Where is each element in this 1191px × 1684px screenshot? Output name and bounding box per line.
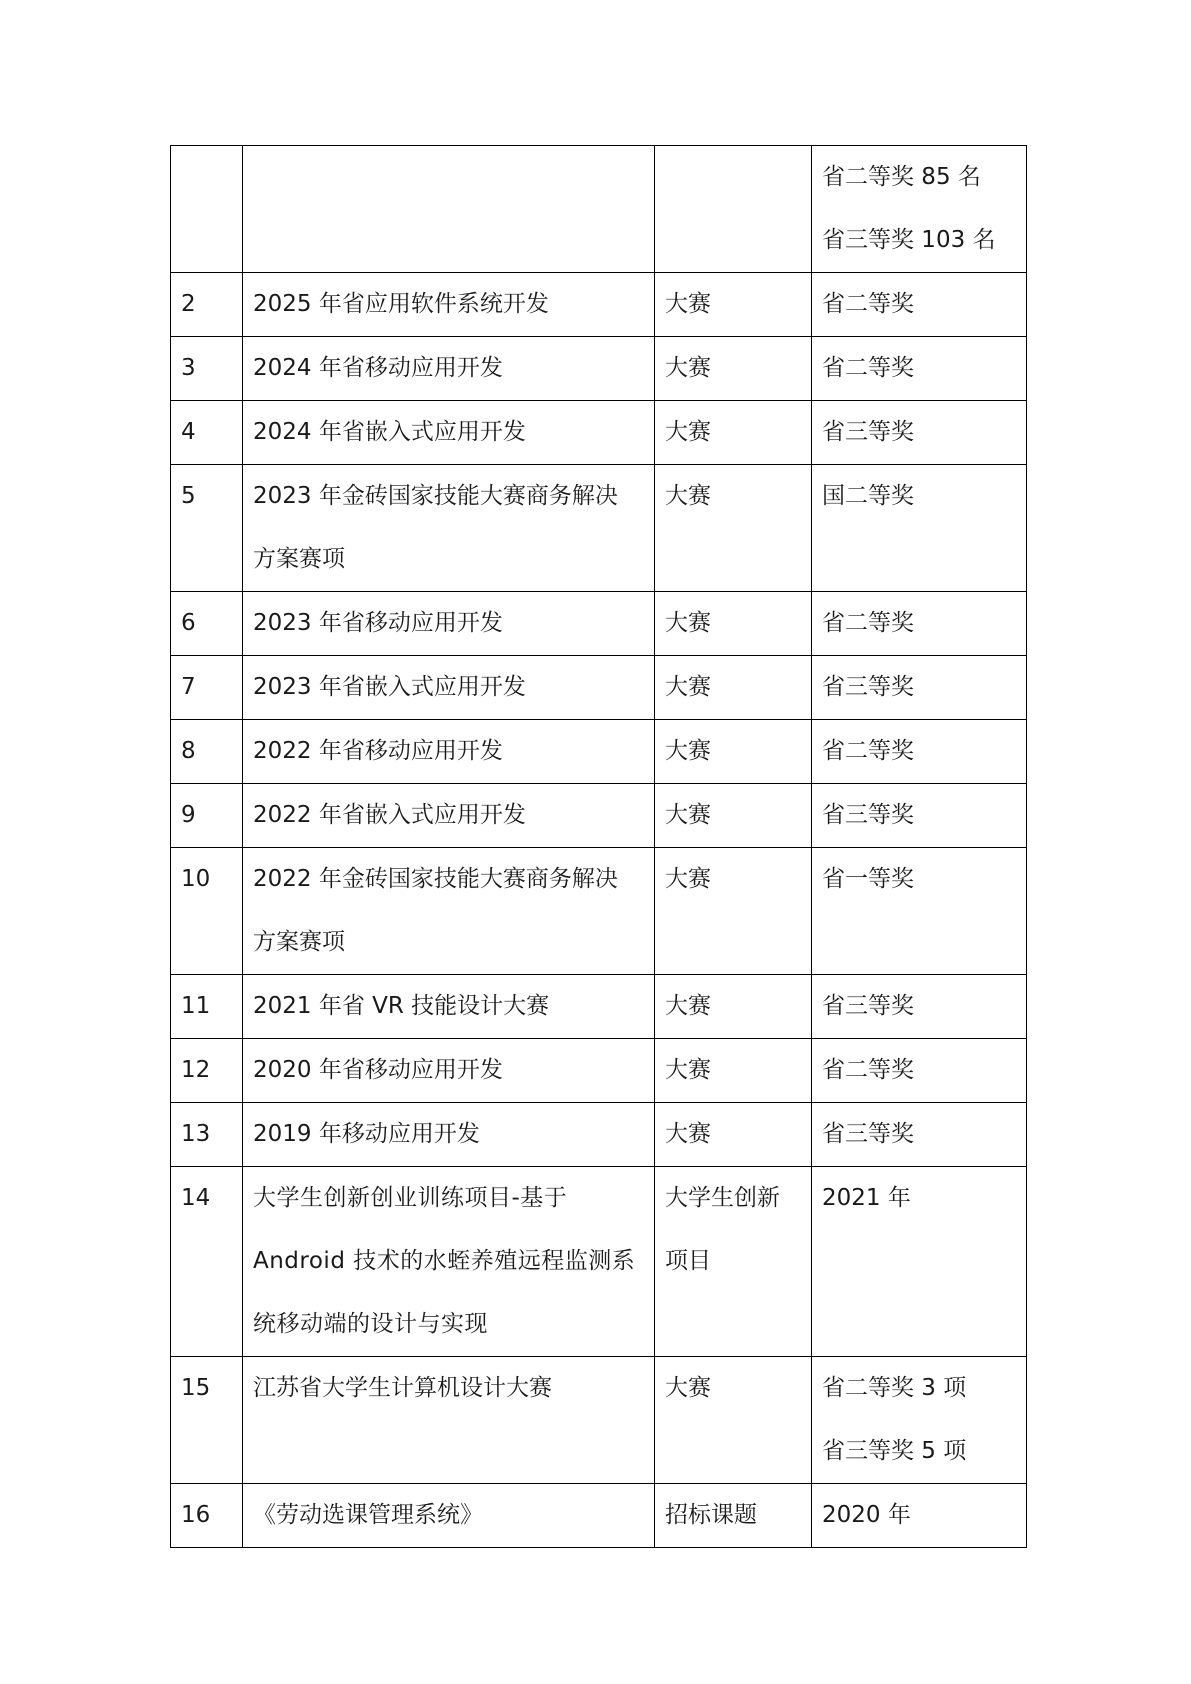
cell-award <box>812 1039 1027 1103</box>
type-line: 大赛 <box>665 993 711 1019</box>
name-line: 2021 年省 VR 技能设计大赛 <box>253 993 550 1019</box>
award-line: 2021 年 <box>822 1185 911 1211</box>
award-line: 省三等奖 5 项 <box>822 1438 967 1464</box>
type-line: 招标课题 <box>665 1502 757 1528</box>
name-line: 2023 年金砖国家技能大赛商务解决 <box>253 483 618 509</box>
cell-no: 11 <box>171 975 243 1039</box>
award-line: 省三等奖 <box>822 1121 914 1147</box>
name-line: 江苏省大学生计算机设计大赛 <box>253 1375 552 1401</box>
award-line: 省三等奖 <box>822 802 914 828</box>
cell-name <box>243 656 655 720</box>
table-row <box>171 848 1027 975</box>
table-row <box>171 401 1027 465</box>
cell-name <box>243 1167 655 1357</box>
award-line: 省二等奖 <box>822 610 914 636</box>
cell-award <box>812 1484 1027 1548</box>
cell-award <box>812 146 1027 273</box>
cell-no: 9 <box>171 784 243 848</box>
cell-name <box>243 848 655 975</box>
cell-name <box>243 592 655 656</box>
awards-table <box>170 145 1027 1548</box>
cell-type <box>655 337 812 401</box>
cell-award <box>812 337 1027 401</box>
award-line: 省二等奖 85 名 <box>822 164 981 190</box>
cell-name <box>243 146 655 273</box>
name-line: 2020 年省移动应用开发 <box>253 1057 503 1083</box>
cell-award <box>812 1357 1027 1484</box>
awards-table-body <box>171 146 1027 1548</box>
name-line: 大学生创新创业训练项目-基于 <box>253 1185 568 1211</box>
name-line: 统移动端的设计与实现 <box>253 1311 488 1337</box>
table-row <box>171 1357 1027 1484</box>
cell-no: 5 <box>171 465 243 592</box>
cell-no: 7 <box>171 656 243 720</box>
table-row <box>171 720 1027 784</box>
type-line: 大赛 <box>665 483 711 509</box>
cell-no: 2 <box>171 273 243 337</box>
award-line: 省三等奖 <box>822 674 914 700</box>
table-row <box>171 656 1027 720</box>
cell-no: 10 <box>171 848 243 975</box>
table-row <box>171 592 1027 656</box>
cell-name <box>243 784 655 848</box>
award-line: 省三等奖 <box>822 993 914 1019</box>
cell-type <box>655 1357 812 1484</box>
cell-name <box>243 273 655 337</box>
type-line: 大学生创新 <box>665 1185 780 1211</box>
cell-name <box>243 720 655 784</box>
cell-type <box>655 401 812 465</box>
cell-no: 16 <box>171 1484 243 1548</box>
cell-name <box>243 1039 655 1103</box>
cell-name <box>243 1103 655 1167</box>
award-line: 省二等奖 <box>822 1057 914 1083</box>
cell-name <box>243 337 655 401</box>
table-row <box>171 975 1027 1039</box>
name-line: 2022 年省嵌入式应用开发 <box>253 802 526 828</box>
type-line: 项目 <box>665 1248 711 1274</box>
table-row <box>171 337 1027 401</box>
table-row <box>171 1103 1027 1167</box>
cell-award <box>812 592 1027 656</box>
table-row <box>171 1484 1027 1548</box>
name-line: 2025 年省应用软件系统开发 <box>253 291 549 317</box>
type-line: 大赛 <box>665 355 711 381</box>
cell-type <box>655 465 812 592</box>
cell-no: 4 <box>171 401 243 465</box>
cell-name <box>243 465 655 592</box>
table-row <box>171 1167 1027 1357</box>
type-line: 大赛 <box>665 1375 711 1401</box>
cell-no: 14 <box>171 1167 243 1357</box>
cell-award <box>812 1103 1027 1167</box>
cell-type <box>655 656 812 720</box>
table-row <box>171 273 1027 337</box>
cell-award <box>812 975 1027 1039</box>
award-line: 省一等奖 <box>822 866 914 892</box>
name-line: 2019 年移动应用开发 <box>253 1121 480 1147</box>
cell-no: 8 <box>171 720 243 784</box>
cell-type <box>655 592 812 656</box>
cell-award <box>812 401 1027 465</box>
cell-no <box>171 146 243 273</box>
table-row <box>171 146 1027 273</box>
cell-award <box>812 465 1027 592</box>
award-line: 省二等奖 <box>822 355 914 381</box>
cell-no: 3 <box>171 337 243 401</box>
award-line: 2020 年 <box>822 1502 911 1528</box>
cell-name <box>243 975 655 1039</box>
name-line: 2024 年省移动应用开发 <box>253 355 503 381</box>
name-line: 方案赛项 <box>253 546 345 572</box>
cell-type <box>655 1484 812 1548</box>
name-line: 2022 年金砖国家技能大赛商务解决 <box>253 866 618 892</box>
name-line: Android 技术的水蛭养殖远程监测系 <box>253 1248 636 1274</box>
cell-name <box>243 1484 655 1548</box>
award-line: 省三等奖 <box>822 419 914 445</box>
cell-type <box>655 975 812 1039</box>
cell-type <box>655 720 812 784</box>
cell-type <box>655 784 812 848</box>
cell-award <box>812 720 1027 784</box>
table-row <box>171 784 1027 848</box>
cell-name <box>243 401 655 465</box>
name-line: 2023 年省移动应用开发 <box>253 610 503 636</box>
award-line: 省三等奖 103 名 <box>822 227 996 253</box>
award-line: 省二等奖 3 项 <box>822 1375 967 1401</box>
cell-type <box>655 848 812 975</box>
cell-type <box>655 1167 812 1357</box>
type-line: 大赛 <box>665 1057 711 1083</box>
name-line: 2022 年省移动应用开发 <box>253 738 503 764</box>
award-line: 国二等奖 <box>822 483 914 509</box>
cell-type <box>655 273 812 337</box>
cell-name <box>243 1357 655 1484</box>
cell-award <box>812 1167 1027 1357</box>
cell-award <box>812 656 1027 720</box>
type-line: 大赛 <box>665 1121 711 1147</box>
type-line: 大赛 <box>665 738 711 764</box>
type-line: 大赛 <box>665 866 711 892</box>
cell-no: 12 <box>171 1039 243 1103</box>
type-line: 大赛 <box>665 291 711 317</box>
table-row <box>171 1039 1027 1103</box>
cell-type <box>655 146 812 273</box>
award-line: 省二等奖 <box>822 291 914 317</box>
cell-type <box>655 1103 812 1167</box>
cell-no: 6 <box>171 592 243 656</box>
cell-award <box>812 784 1027 848</box>
table-row <box>171 465 1027 592</box>
cell-award <box>812 848 1027 975</box>
cell-award <box>812 273 1027 337</box>
cell-no: 13 <box>171 1103 243 1167</box>
type-line: 大赛 <box>665 419 711 445</box>
type-line: 大赛 <box>665 610 711 636</box>
name-line: 《劳动选课管理系统》 <box>253 1502 483 1528</box>
type-line: 大赛 <box>665 674 711 700</box>
name-line: 2024 年省嵌入式应用开发 <box>253 419 526 445</box>
type-line: 大赛 <box>665 802 711 828</box>
cell-type <box>655 1039 812 1103</box>
award-line: 省二等奖 <box>822 738 914 764</box>
cell-no: 15 <box>171 1357 243 1484</box>
name-line: 2023 年省嵌入式应用开发 <box>253 674 526 700</box>
name-line: 方案赛项 <box>253 929 345 955</box>
